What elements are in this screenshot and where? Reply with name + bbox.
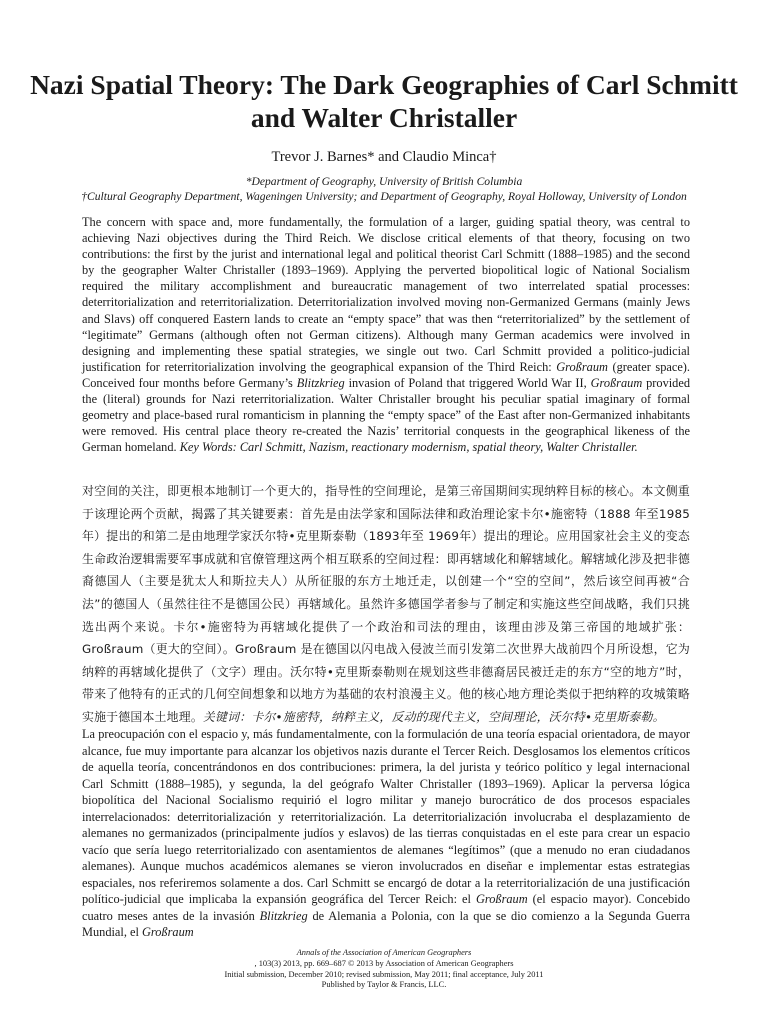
affiliation-2: †Cultural Geography Department, Wageningen University; and Department of Geography, Royal Holloway, University of London — [81, 190, 687, 203]
abstract-en-text-1: The concern with space and, more fundamentally, the formulation of a larger, guiding spatial theory, was central to achieving Nazi objectives during the Third Reich. We disclose critical elements of that theory, focusing on two contributions: the first by the jurist and international legal and political theorist Carl Schmitt (1888–1985) and the second by the geographer Walter Christaller (1893–1969). Applying the perverted biopolitical logic of National Socialism required the military accomplishment and bureaucratic management of two interrelated spatial processes: deterritorialization and reterritorialization. Deterritorialization involved moving non-Germanized Germans (mainly Jews and Slavs) off conquered Eastern lands to create an “empty space” that was then “reterritorialized” by the settlement of “legitimate” Germans (although often not German citizens). Although many German academics were involved in designing and implementing these spatial strategies, we single out two. Carl Schmitt provided a politico-judicial justification for reterritorialization involving the geographical expansion of the Third Reich: — [82, 215, 690, 374]
term-grossraum: Großraum — [142, 925, 194, 939]
publisher-line: Published by Taylor & Francis, LLC. — [321, 980, 447, 990]
citation-details: , 103(3) 2013, pp. 669–687 © 2013 by Association of American Geographers — [254, 958, 514, 968]
term-blitzkrieg: Blitzkrieg — [259, 908, 308, 923]
article-title: Nazi Spatial Theory: The Dark Geographies of Carl Schmitt and Walter Christaller — [30, 69, 738, 133]
abstract-english — [82, 214, 690, 455]
abstract-spanish — [82, 726, 690, 941]
abstract-chinese — [82, 480, 690, 729]
journal-name: Annals of the Association of American Geographers — [296, 948, 472, 957]
author-line: Trevor J. Barnes* and Claudio Minca† — [271, 149, 497, 165]
abstract-zh-text: 对空间的关注，即更根本地制订一个更大的，指导性的空间理论，是第三帝国期间实现纳粹目标的核心。本文侧重于该理论两个贡献，揭露了其关键要素：首先是由法学家和国际法律和政治理论家卡尔•施密特（1888 年至1985年）提出的和第二是由地理学家沃尔特•克里斯泰勒（1893年至 1969年）提出的理论。应用国家社会主义的变态生命政治逻辑需要军事成就和官僚管理这两个相互联系的空间过程：即再辖域化和解辖域化。解辖域化涉及把非德裔德国人（主要是犹太人和斯拉夫人）从所征服的东方土地迁走，以创建一个“空的空间”，然后该空间再被“合法”的德国人（虽然往往不是德国公民）再辖域化。虽然许多德国学者参与了制定和实施这些空间战略，我们只挑选出两个来说。卡尔•施密特为再辖域化提供了一个政治和司法的理由，该理由涉及第三帝国的地域扩张：Großraum（更大的空间）。Großraum 是在德国以闪电战入侵波兰而引发第二次世界大战前四个月所设想，它为纳粹的再辖域化提供了（文字）理由。沃尔特•克里斯泰勒则在规划这些非德裔居民被迁走的东方“空的地方”时，带来了他特有的正式的几何空间想象和以地方为基础的农村浪漫主义。他的核心地方理论类似于把纳粹的攻城策略实施于德国本土地理。 — [82, 484, 690, 724]
submission-dates: Initial submission, December 2010; revised submission, May 2011; final acceptance, July 2011 — [224, 969, 544, 979]
abstract-en-text-4: provided the (literal) grounds for Nazi reterritorialization. Walter Christaller brought his peculiar spatial imaginary of formal geometry and place-based rural romanticism in planning the “empty space” of the East after non-Germanized inhabitants were removed. His central place theory re-created the Nazis’ territorial conquests in the geographical likeness of the German homeland. — [82, 375, 690, 455]
abstract-en-text-2: (greater space). Conceived four months before Germany’s — [82, 359, 690, 390]
abstract-en-text-3: invasion of Poland that triggered World War II, — [344, 375, 591, 390]
keywords-chinese: 关键词：卡尔•施密特，纳粹主义，反动的现代主义，空间理论，沃尔特•克里斯泰勒。 — [202, 709, 665, 724]
affiliation-1: *Department of Geography, University of British Columbia — [245, 175, 523, 188]
abstract-es-text-3: de Alemania a Polonia, con la que se dio comienzo a la Segunda Guerra Mundial, el — [82, 908, 690, 939]
citation-line — [60, 948, 708, 970]
abstract-es-text-1: La preocupación con el espacio y, más fundamentalmente, con la formulación de una teoría espacial orientadora, de mayor alcance, fue muy importante para alcanzar los objetivos nazis durante el Tercer Reich. Desglosamos los elementos críticos de aquella teoría, concentrándonos en dos contribuciones: primera, la del jurista y teórico político y legal internacional Carl Schmitt (1888–1985), y segunda, la del geógrafo Walter Christaller (1893–1969). Aplicar la perversa lógica biopolítica del Nacional Socialismo requirió el logro militar y manejo burocrático de dos procesos espaciales interrelacionados: deterritorialización y reterritorialización. La deterritorialización involucraba el desplazamiento de alemanes no germanizados (principalmente judíos y eslavos) de las tierras conquistadas en el este para crear un espacio vacío que sería luego reterritorializado con asentamientos de alemanes “legítimos” (que a menudo no eran ciudadanos alemanes). Aunque muchos académicos alemanes se vieron involucrados en diseñar e implementar estas estrategias espaciales, nos referiremos solamente a dos. Carl Schmitt se encargó de dotar a la reterritorialización de una justificación político-judicial que implicaba la expansión geográfica del Tercer Reich: el — [82, 727, 690, 906]
term-grossraum: Großraum — [475, 892, 528, 906]
keywords-english: Key Words: Carl Schmitt, Nazism, reactionary modernism, spatial theory, Walter Christaller. — [179, 440, 638, 455]
term-grossraum: Großraum — [590, 375, 643, 390]
publication-footer — [60, 948, 708, 991]
abstract-es-text-2: (el espacio mayor). Concebido cuatro meses antes de la invasión — [82, 892, 690, 923]
term-grossraum: Großraum — [556, 359, 608, 374]
term-blitzkrieg: Blitzkrieg — [296, 375, 345, 390]
